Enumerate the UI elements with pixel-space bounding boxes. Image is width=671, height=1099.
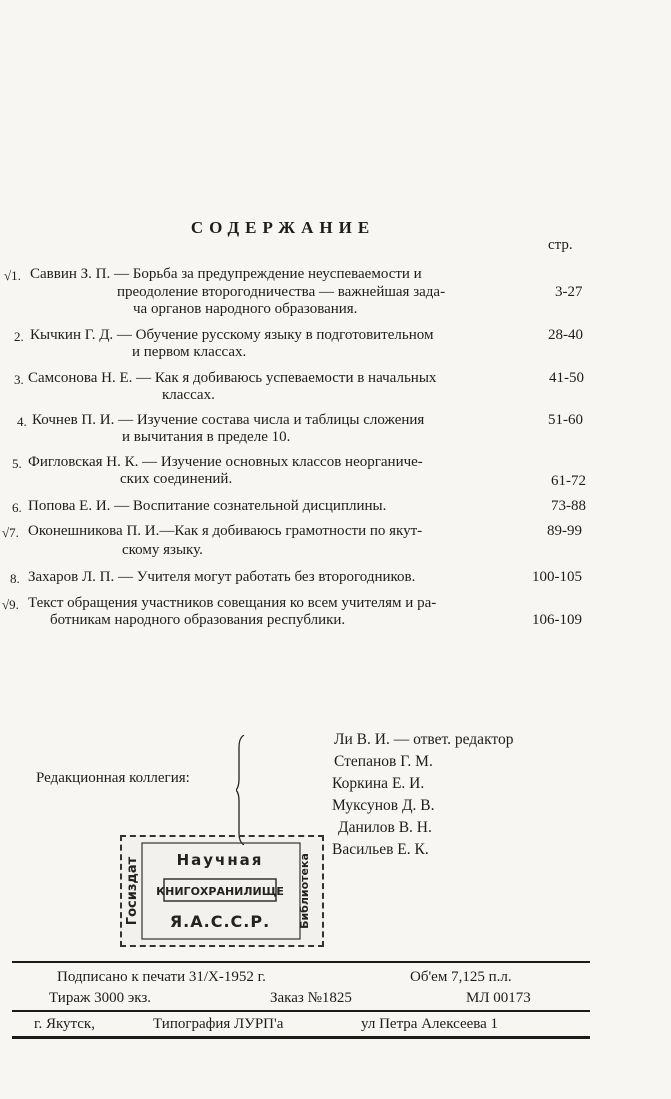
- board-member: Степанов Г. М.: [334, 753, 433, 770]
- divider: [12, 1010, 590, 1012]
- toc-entry-number: 4.: [17, 414, 27, 429]
- imprint-code: МЛ 00173: [466, 990, 531, 1006]
- toc-entry-number: 5.: [12, 456, 22, 471]
- toc-entry-number: √7.: [2, 525, 19, 540]
- imprint-address: ул Петра Алексеева 1: [361, 1016, 499, 1032]
- stamp-icon: [122, 837, 322, 945]
- library-stamp: [120, 835, 324, 947]
- board-member: Муксунов Д. В.: [332, 797, 435, 814]
- toc-entry-pages: 73-88: [551, 498, 586, 514]
- editorial-board-list: [332, 729, 513, 861]
- toc-entry-pages: 89-99: [547, 523, 582, 539]
- toc-entry-text-cont: преодоление второгодничества — важнейшая зада-: [117, 284, 446, 300]
- page-column-label: стр.: [548, 237, 573, 253]
- stamp-top-text: Научная: [176, 851, 264, 869]
- toc-entry-text: Саввин З. П. — Борьба за предупреждение неуспеваемости и: [30, 266, 422, 282]
- toc-entry-number: 3.: [14, 372, 24, 387]
- toc-entry-text: Фигловская Н. К. — Изучение основных классов неорганиче-: [28, 454, 423, 470]
- toc-entry-pages: 106-109: [532, 612, 582, 628]
- toc-entry-text: Кычкин Г. Д. — Обучение русскому языку в подготовительном: [30, 327, 434, 343]
- toc-entry-number: √9.: [2, 597, 19, 612]
- stamp-right-text: Библиотека: [298, 853, 311, 929]
- toc-entry-text: Захаров Л. П. — Учителя могут работать без второгодников.: [28, 569, 416, 585]
- toc-entry-pages: 41-50: [549, 370, 584, 386]
- imprint-city: г. Якутск,: [34, 1016, 95, 1032]
- stamp-bottom-text: Я.А.С.С.Р.: [169, 912, 271, 931]
- toc-entry-text: Попова Е. И. — Воспитание сознательной дисциплины.: [28, 498, 387, 514]
- toc-entry-pages: 51-60: [548, 412, 583, 428]
- toc-entry-pages: 3-27: [555, 284, 583, 300]
- imprint-printer: Типография ЛУРП'а: [153, 1016, 284, 1032]
- stamp-middle-text: КНИГОХРАНИЛИЩЕ: [156, 885, 284, 898]
- imprint-order: Заказ №1825: [270, 990, 352, 1006]
- toc-entry-pages: 28-40: [548, 327, 583, 343]
- toc-entry-text-cont: и первом классах.: [132, 344, 247, 360]
- toc-entry-text-cont: ча органов народного образования.: [133, 301, 358, 317]
- board-member: Коркина Е. И.: [332, 775, 425, 792]
- toc-entry-text: Кочнев П. И. — Изучение состава числа и таблицы сложения: [32, 412, 425, 428]
- toc-entry-text-cont: ботникам народного образования республики.: [50, 612, 346, 628]
- toc-entry-pages: 61-72: [551, 473, 586, 489]
- imprint-volume: Об'ем 7,125 п.л.: [410, 969, 512, 985]
- imprint-print-run: Тираж 3000 экз.: [49, 990, 152, 1006]
- divider: [12, 961, 590, 963]
- toc-entry-number: √1.: [4, 268, 21, 283]
- imprint-signed: Подписано к печати 31/X-1952 г.: [57, 969, 266, 985]
- toc-entry-pages: 100-105: [532, 569, 582, 585]
- toc-entry-text: Текст обращения участников совещания ко всем учителям и ра-: [28, 595, 437, 611]
- toc-entry-text-cont: классах.: [162, 387, 215, 403]
- stamp-left-text: Госиздат: [125, 856, 140, 926]
- toc-entry-number: 8.: [10, 571, 20, 586]
- toc-entry-text: Оконешникова П. И.—Как я добиваюсь грамотности по якут-: [28, 523, 423, 539]
- toc-entry-text: Самсонова Н. Е. — Как я добиваюсь успеваемости в начальных: [28, 370, 437, 386]
- toc-heading: СОДЕРЖАНИЕ: [190, 218, 376, 237]
- toc-entry-text-cont: скому языку.: [122, 542, 203, 558]
- toc-entry-text-cont: ских соединений.: [120, 471, 233, 487]
- brace-icon: [236, 735, 246, 845]
- toc-entry-text-cont: и вычитания в пределе 10.: [122, 429, 291, 445]
- divider: [12, 1036, 590, 1039]
- board-member: Васильев Е. К.: [332, 841, 429, 858]
- board-member: Ли В. И. — ответ. редактор: [334, 731, 514, 748]
- board-member: Данилов В. Н.: [338, 819, 432, 836]
- editorial-board-label: Редакционная коллегия:: [36, 770, 190, 786]
- toc-entry-number: 6.: [12, 500, 22, 515]
- toc-entry-number: 2.: [14, 329, 24, 344]
